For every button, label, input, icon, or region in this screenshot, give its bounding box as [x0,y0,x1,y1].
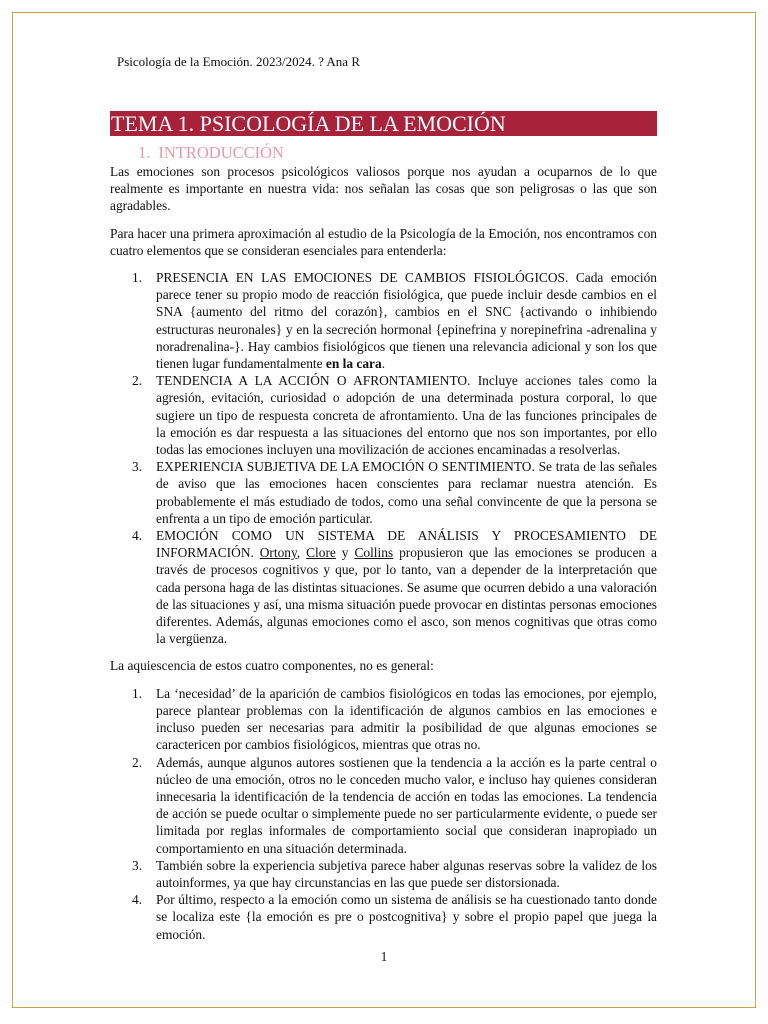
intro-paragraph: Las emociones son procesos psicológicos valiosos porque nos ayudan a ocuparnos de lo que realmente es importante en nuestra vida: nos señalan las cosas que son peligrosas o las que son agradables. [110,164,657,214]
page-header: Psicología de la Emoción. 2023/2024. ? Ana R [117,54,360,69]
list-item [110,754,657,857]
list-item [110,891,657,943]
section-heading [110,143,657,163]
list-item [110,372,657,458]
list-marker: 4. [132,892,143,908]
separator: y [335,545,355,561]
list-item-text-end: propusieron que las emociones se producen a través de procesos cognitivos y que, por lo tanto, van a depender de la interpretación que cada persona haga de las distintas situaciones. Se asume que ocurren debido a una valoración de las situaciones y así, una misma situación puede provocar en distintas personas emociones diferentes. Además, algunas emociones como el asco, son menos cognitivas que otras como la vergüenza. [156,545,657,647]
list-item-text: EXPERIENCIA SUBJETIVA DE LA EMOCIÓN O SENTIMIENTO. Se trata de las señales de aviso que las emociones hacen conscientes para reclamar nuestra atención. Es probablemente el más estudiado de todos, como una señal convincente de que la persona se enfrenta a un tipo de emoción particular. [156,459,657,526]
list-marker: 3. [132,857,143,873]
author-link-clore[interactable]: Clore [306,545,336,561]
issues-list [110,685,657,943]
author-link-collins[interactable]: Collins [354,545,394,561]
list-item [110,685,657,754]
list-item-text: EMOCIÓN COMO UN SISTEMA DE ANÁLISIS Y PROCESAMIENTO DE INFORMACIÓN. [156,528,657,561]
list-item-text: La ‘necesidad’ de la aparición de cambios fisiológicos en todas las emociones, por ejemplo, parece plantear problemas con la identificación de algunos cambios en las emociones e incluso pueden ser necesarias para admitir la posibilidad de que algunas emociones se caractericen por cambios fisiológicos, mientras que otras no. [156,685,657,753]
list-item [110,458,657,527]
list-marker: 4. [132,528,143,544]
list-marker: 1. [132,270,143,286]
section-label: INTRODUCCIÓN [158,143,284,162]
list-item-text: Además, aunque algunos autores sostienen que la tendencia a la acción es la parte central o núcleo de una emoción, otros no le conceden mucho valor, e incluso hay quienes consideran innecesaria la identificación de la tendencia de acción en todas las emociones. La tendencia de acción se puede ocultar o simplemente puede no ser particularmente evidente, o puede ser limitada por reglas informales de comportamiento social que consideran inapropiado un comportamiento en una situación determinada. [156,754,657,856]
list-item-text: También sobre la experiencia subjetiva parece haber algunas reservas sobre la validez de los autoinformes, ya que hay circunstancias en las que puede ser distorsionada. [156,857,657,890]
list-item [110,527,657,647]
list-item [110,857,657,891]
section-number: 1. [138,143,151,162]
list-item-text: TENDENCIA A LA ACCIÓN O AFRONTAMIENTO. Incluye acciones tales como la agresión, evitación, curiosidad o adopción de una determinada postura corporal, lo que sugiere un tipo de respuesta concreta de afrontamiento. Una de las funciones principales de la emoción es dar respuesta a las situaciones del entorno que nos son importantes, por ello todas las emociones incluyen una movilización de acciones encaminadas a resolverlas. [156,373,657,458]
list-item-text-end: . [381,356,386,372]
chapter-title: TEMA 1. PSICOLOGÍA DE LA EMOCIÓN [110,111,657,136]
separator: , [296,545,307,561]
list-marker: 2. [132,754,143,770]
document-body [110,143,657,953]
list-item-text: Por último, respecto a la emoción como un sistema de análisis se ha cuestionado tanto donde se localiza este {la emoción es pre o postcognitiva} y sobre el propio papel que juega la emoción. [156,892,657,942]
author-link-ortony[interactable]: Ortony [259,545,297,561]
list-marker: 3. [132,459,143,475]
intro-paragraph-2: Para hacer una primera aproximación al estudio de la Psicología de la Emoción, nos encontramos con cuatro elementos que se consideran esenciales para entenderla: [110,225,657,258]
bold-emphasis: en la cara [325,356,382,372]
document-page [12,12,756,1008]
list-marker: 2. [132,373,143,389]
list-item [110,269,657,372]
elements-list [110,269,657,647]
page-number: 1 [380,949,388,964]
acquiescence-paragraph: La aquiescencia de estos cuatro componentes, no es general: [110,658,434,674]
list-item-text: PRESENCIA EN LAS EMOCIONES DE CAMBIOS FISIOLÓGICOS. Cada emoción parece tener su propio modo de reacción fisiológica, que puede incluir desde cambios en el SNA {aumento del ritmo del corazón}, cambios en el SNC {activando o inhibiendo estructuras neuronales} y en la secreción hormonal {epinefrina y norepinefrina -adrenalina y noradrenalina-}. Hay cambios fisiológicos que tienen una relevancia adicional y son los que tienen lugar fundamentalmente [156,270,657,372]
list-marker: 1. [132,685,143,701]
